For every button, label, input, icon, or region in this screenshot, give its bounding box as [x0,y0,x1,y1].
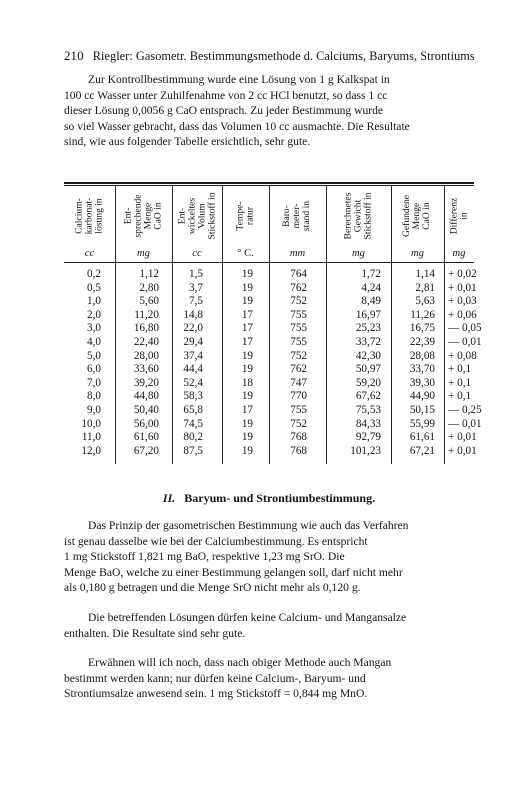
table-cell: 755 [290,336,307,348]
table-cell: 7,5 [189,295,203,308]
table-cell: 755 [290,322,307,335]
table-cell: 75,53 [355,404,381,416]
table-cell: 55,99 [409,417,435,430]
text-line: so viel Wasser gebracht, dass das Volumen 10 cc ausmachte. Die Resultate [64,119,410,133]
table-cell: 29,4 [183,336,203,348]
table-cell: + 0,01 [448,281,477,294]
table-cell: 37,4 [183,349,203,362]
table-cell: 59,20 [355,376,381,389]
table-cell: 770 [290,390,307,403]
table-cell: 11,20 [134,308,159,321]
table-cell: 22,39 [409,336,435,348]
text-line: sind, wie aus folgender Tabelle ersichtlich, sehr gute. [64,135,311,149]
table-cell: 50,97 [355,363,381,376]
table-cell: 9,0 [87,404,101,416]
table-cell: 5,60 [139,295,159,308]
table-cell: 52,4 [183,376,203,389]
table-column-header [115,188,172,244]
table-column-unit: mm [289,248,306,259]
table-cell: 67,62 [355,390,381,403]
table-cell: 67,20 [133,444,159,457]
table-cell: 8,0 [87,390,101,403]
text-line: enthalten. Die Resultate sind sehr gute. [64,626,246,640]
table-cell: 19 [241,295,253,308]
table-cell: 39,20 [133,376,159,389]
table-cell: 3,7 [189,281,203,294]
table-cell: 19 [241,349,253,362]
table-cell: 28,08 [409,349,435,362]
table-column-unit: cc [192,248,202,259]
table-cell: + 0,1 [448,376,472,389]
column-header-label: Calcium- karbonat- lösung in [73,197,105,235]
table-cell: 10,0 [81,417,101,430]
table-cell: 762 [290,363,307,376]
text-line: Erwähnen will ich noch, dass nach obiger Methode auch Mangan [88,656,392,669]
table-column-unit: mg [137,248,150,259]
table-cell: 50,15 [409,404,435,416]
table-cell: 28,00 [133,349,159,362]
table-column-unit: cc [84,248,95,259]
page-number: 210 [64,48,84,63]
table-cell: 84,33 [355,417,381,430]
table-cell: 19 [241,444,253,457]
results-table [64,182,482,464]
table-cell: 19 [241,390,253,403]
table-cell: 61,60 [133,431,159,444]
table-cell: 18 [241,376,253,389]
table-cell: + 0,08 [448,349,477,362]
table-cell: 747 [290,376,307,389]
table-cell: 752 [290,417,307,430]
table-column-header [64,188,115,244]
table-cell: 19 [241,431,253,444]
table-column-unit: mg [352,248,365,259]
table-cell: 4,0 [87,336,101,348]
table-cell: 19 [241,268,253,280]
table-cell: — 0,01 [448,417,482,430]
table-cell: + 0,02 [448,268,477,280]
table-column-header [269,188,326,244]
table-cell: 12,0 [81,444,101,457]
table-cell: 755 [290,404,307,416]
table-cell: 14,8 [183,308,203,321]
table-cell: 65,8 [183,404,203,416]
table-cell: 39,30 [409,376,435,389]
table-cell: 33,72 [355,336,381,348]
table-cell: 1,12 [139,268,159,280]
column-header-label: Differenz in [448,197,470,235]
paragraph-principle [64,518,474,596]
table-cell: 6,0 [87,363,101,376]
table-cell: — 0,01 [448,336,482,348]
table-cell: 16,97 [355,308,381,321]
table-cell: 1,5 [189,268,203,280]
table-cell: 44,4 [183,363,203,376]
table-cell: 44,90 [409,390,435,403]
table-cell: 1,72 [361,268,381,280]
text-line: als 0,180 g betragen und die Menge SrO nicht mehr als 0,120 g. [64,581,361,595]
table-cell: 22,40 [133,336,159,348]
table-cell: 764 [290,268,307,280]
table-cell: 61,61 [409,431,435,444]
table-cell: 1,0 [87,295,101,308]
table-column-unit: ° C. [237,248,254,259]
table-cell: 56,00 [133,417,159,430]
column-header-label: Ent- sprechende Menge CaO in [122,194,164,238]
table-cell: 101,23 [350,444,381,457]
table-column-header [391,188,444,244]
table-cell: 33,70 [409,363,435,376]
table-cell: — 0,25 [448,404,482,416]
table-cell: 762 [290,281,307,294]
table-cell: 1,14 [415,268,435,280]
table-cell: — 0,05 [448,322,482,335]
table-cell: 3,0 [87,322,101,335]
table-cell: 44,80 [133,390,159,403]
table-cell: + 0,01 [448,431,477,444]
table-top-rule [64,182,474,184]
table-cell: 752 [290,349,307,362]
table-cell: 755 [290,308,307,321]
table-cell: 19 [241,281,253,294]
table-cell: + 0,01 [448,444,477,457]
table-cell: 2,81 [415,281,435,294]
table-column-unit: mg [411,248,424,259]
table-cell: 0,2 [87,268,101,280]
column-header-label: Baro- meter- stand in [281,200,313,232]
section-title: Baryum- und Strontiumbestimmung. [184,491,376,505]
table-cell: 8,49 [361,295,381,308]
table-cell: 17 [241,336,253,348]
column-header-label: Gefundene Menge CaO in [401,194,433,238]
table-cell: 752 [290,295,307,308]
section-number: II. [162,491,176,505]
table-column-header [326,188,391,244]
table-cell: 42,30 [355,349,381,362]
table-cell: 11,26 [410,308,435,321]
table-cell: 2,80 [139,281,159,294]
table-cell: + 0,06 [448,308,477,321]
section-heading [64,491,474,506]
running-title: Riegler: Gasometr. Bestimmungsmethode d. Calciums, Baryums, Strontiums [92,49,475,63]
text-line: 1 mg Stickstoff 1,821 mg BaO, respektive 1,23 mg SrO. Die [64,550,345,564]
table-cell: 7,0 [87,376,101,389]
table-cell: 768 [290,444,307,457]
column-header-label: Tempe- ratur [234,201,256,231]
table-cell: 17 [241,404,253,416]
text-line: Die betreffenden Lösungen dürfen keine Calcium- und Mangansalze [88,611,407,624]
table-cell: 74,5 [183,417,203,430]
table-cell: 4,24 [361,281,381,294]
table-cell: 5,0 [87,349,101,362]
column-header-label: Berechnetes Gewicht Stickstoff in [342,192,374,240]
table-cell: + 0,03 [448,295,477,308]
table-cell: 92,79 [355,431,381,444]
table-cell: + 0,1 [448,390,472,403]
table-cell: + 0,1 [448,363,472,376]
table-cell: 67,21 [409,444,435,457]
table-cell: 25,23 [355,322,381,335]
table-cell: 50,40 [133,404,159,416]
table-cell: 87,5 [183,444,203,457]
text-line: dieser Lösung 0,0056 g CaO entsprach. Zu jeder Bestimmung wurde [64,104,384,118]
text-line: Zur Kontrollbestimmung wurde eine Lösung von 1 g Kalkspat in [88,73,390,86]
table-cell: 2,0 [87,308,101,321]
table-cell: 16,80 [133,322,159,335]
table-cell: 80,2 [183,431,203,444]
table-cell: 19 [241,363,253,376]
table-cell: 17 [241,322,253,335]
table-cell: 0,5 [87,281,101,294]
table-column-header [172,188,222,244]
paragraph-manganese [64,655,474,702]
table-column-unit: mg [452,248,466,259]
table-cell: 58,3 [183,390,203,403]
text-line: Das Prinzip der gasometrischen Bestimmung wie auch das Verfahren [88,519,409,532]
running-header [64,48,476,64]
column-header-label: Ent- wickeltes Volum Stickstoff in [176,192,217,240]
intro-paragraph [64,72,474,150]
table-cell: 11,0 [81,431,101,444]
text-line: bestimmt werden kann; nur dürfen keine Calcium-, Baryum- und [64,671,366,685]
table-cell: 16,75 [409,322,435,335]
table-cell: 17 [241,308,253,321]
text-line: ist genau dasselbe wie bei der Calciumbestimmung. Es entspricht [64,534,368,548]
table-column-header [444,188,474,244]
table-cell: 768 [290,431,307,444]
text-line: 100 cc Wasser unter Zuhilfenahme von 2 cc HCl benutzt, so dass 1 cc [64,88,388,102]
table-cell: 22,0 [183,322,203,335]
text-line: Strontiumsalze anwesend sein. 1 mg Stickstoff = 0,844 mg MnO. [64,687,368,701]
table-column-header [222,188,269,244]
table-cell: 19 [241,417,253,430]
table-cell: 33,60 [133,363,159,376]
table-cell: 5,63 [415,295,435,308]
text-line: Menge BaO, welche zu einer Bestimmung gelangen soll, darf nicht mehr [64,565,403,579]
paragraph-solutions [64,610,474,641]
